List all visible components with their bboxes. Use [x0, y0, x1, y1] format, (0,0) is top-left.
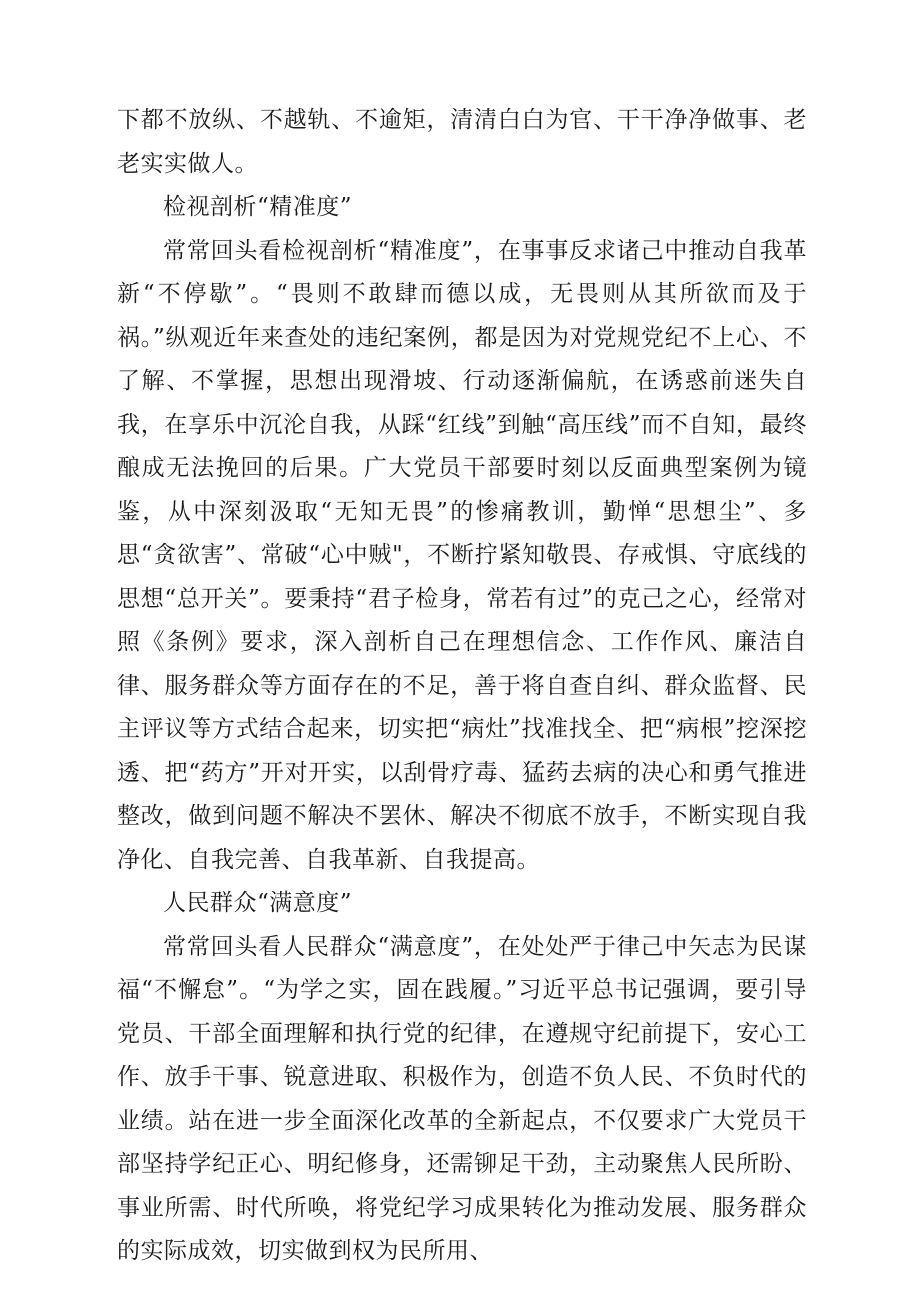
section-heading-precision: 检视剖析“精准度”	[163, 194, 353, 220]
paragraph-precision-body: 常常回头看检视剖析“精准度”，在事事反求诸己中推动自我革新“不停歇”。“畏则不敢肆而德以成，无畏则从其所欲而及于祸。”纵观近年来查处的违纪案例，都是因为对党规党纪不上心、不了解、不掌握，思想出现滑坡、行动逐渐偏航，在诱惑前迷失自我，在享乐中沉沦自我，从踩“红线”到触“高压线”而不自知，最终酿成无法挽回的后果。广大党员干部要时刻以反面典型案例为镜鉴，从中深刻汲取“无知无畏”的惨痛教训，勤惮“思想尘”、多思“贪欲害”、常破“心中贼"，不断拧紧知敬畏、存戒惧、守底线的思想“总开关”。要秉持“君子检身，常若有过”的克己之心，经常对照《条例》要求，深入剖析自己在理想信念、工作作风、廉洁自律、服务群众等方面存在的不足，善于将自查自纠、群众监督、民主评议等方式结合起来，切实把“病灶”找准找全、把“病根”挖深挖透、把“药方”开对开实，以刮骨疗毒、猛药去病的决心和勇气推进整改，做到问题不解决不罢休、解决不彻底不放手，不断实现自我净化、自我完善、自我革新、自我提高。	[117, 237, 807, 873]
paragraph-continuation: 下都不放纵、不越轨、不逾矩，清清白白为官、干干净净做事、老老实实做人。	[117, 107, 807, 177]
section-heading-satisfaction: 人民群众“满意度”	[163, 890, 353, 916]
paragraph-satisfaction-body: 常常回头看人民群众“满意度”，在处处严于律己中矢志为民谋福“不懈怠”。“为学之实，固在践履。”习近平总书记强调，要引导党员、干部全面理解和执行党的纪律，在遵规守纪前提下，安心工作、放手干事、锐意进取、积极作为，创造不负人民、不负时代的业绩。站在进一步全面深化改革的全新起点，不仅要求广大党员干部坚持学纪正心、明纪修身，还需铆足干劲，主动聚焦人民所盼、事业所需、时代所唤，将党纪学习成果转化为推动发展、服务群众的实际成效，切实做到权为民所用、	[117, 933, 807, 1264]
document-body	[117, 99, 807, 1274]
